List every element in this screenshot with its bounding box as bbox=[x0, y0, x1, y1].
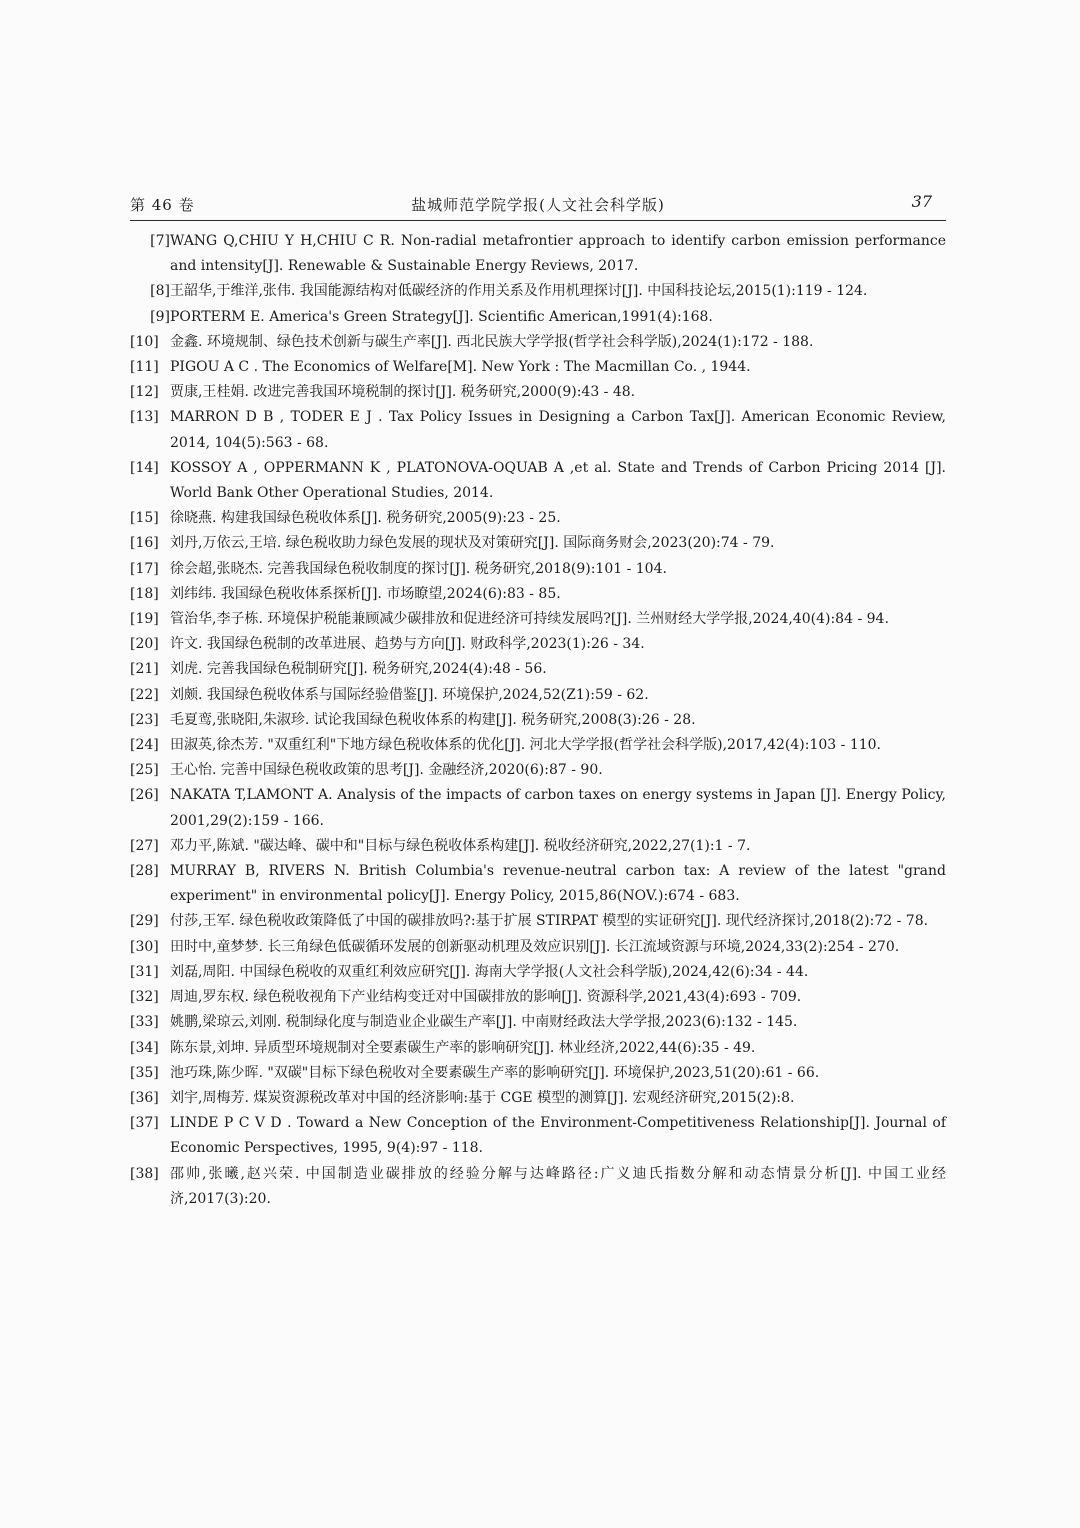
reference-number: [13] bbox=[130, 409, 159, 426]
reference-item bbox=[130, 708, 946, 733]
reference-number: [18] bbox=[130, 585, 159, 602]
reference-item bbox=[130, 632, 946, 657]
reference-text: 刘丹,万依云,王培. 绿色税收助力绿色发展的现状及对策研究[J]. 国际商务财会,2023(20):74 - 79. bbox=[170, 535, 775, 552]
running-header bbox=[130, 190, 946, 221]
reference-item bbox=[130, 1111, 946, 1161]
reference-number: [15] bbox=[130, 510, 159, 527]
reference-number: [25] bbox=[130, 762, 159, 779]
reference-item bbox=[130, 1061, 946, 1086]
reference-text: 姚鹏,梁琼云,刘刚. 税制绿化度与制造业企业碳生产率[J]. 中南财经政法大学学报,2023(6):132 - 145. bbox=[170, 1014, 798, 1031]
reference-number: [21] bbox=[130, 661, 159, 678]
reference-text: NAKATA T,LAMONT A. Analysis of the impacts of carbon taxes on energy systems in Japan [J]. Energy Policy, 2001,29(2):159 - 166. bbox=[170, 787, 946, 829]
reference-number: [17] bbox=[130, 560, 159, 577]
reference-item bbox=[130, 985, 946, 1010]
page-number: 37 bbox=[911, 192, 932, 211]
reference-item bbox=[130, 229, 946, 279]
reference-item bbox=[130, 683, 946, 708]
reference-text: 邓力平,陈斌. "碳达峰、碳中和"目标与绿色税收体系构建[J]. 税收经济研究,2022,27(1):1 - 7. bbox=[170, 837, 751, 854]
reference-text: MARRON D B , TODER E J . Tax Policy Issues in Designing a Carbon Tax[J]. American Economic Review, 2014, 104(5):563 - 68. bbox=[170, 409, 946, 451]
reference-item bbox=[130, 783, 946, 833]
reference-item bbox=[130, 355, 946, 380]
reference-text: 付莎,王军. 绿色税收政策降低了中国的碳排放吗?:基于扩展 STIRPAT 模型的实证研究[J]. 现代经济探讨,2018(2):72 - 78. bbox=[170, 913, 929, 930]
reference-text: PIGOU A C . The Economics of Welfare[M]. New York : The Macmillan Co. , 1944. bbox=[170, 359, 751, 376]
reference-text: PORTERM E. America's Green Strategy[J]. Scientific American,1991(4):168. bbox=[170, 308, 713, 325]
reference-item bbox=[130, 1036, 946, 1061]
reference-item bbox=[130, 405, 946, 455]
reference-item bbox=[130, 733, 946, 758]
reference-item bbox=[130, 834, 946, 859]
reference-text: 金鑫. 环境规制、绿色技术创新与碳生产率[J]. 西北民族大学学报(哲学社会科学版),2024(1):172 - 188. bbox=[170, 333, 814, 350]
reference-number: [37] bbox=[130, 1115, 159, 1132]
reference-item bbox=[130, 1086, 946, 1111]
reference-item bbox=[130, 330, 946, 355]
reference-number: [30] bbox=[130, 938, 159, 955]
reference-number: [29] bbox=[130, 913, 159, 930]
reference-number: [33] bbox=[130, 1014, 159, 1031]
reference-text: 徐会超,张晓杰. 完善我国绿色税收制度的探讨[J]. 税务研究,2018(9):101 - 104. bbox=[170, 560, 667, 577]
reference-item bbox=[130, 506, 946, 531]
reference-text: 刘宇,周梅芳. 煤炭资源税改革对中国的经济影响:基于 CGE 模型的测算[J]. 宏观经济研究,2015(2):8. bbox=[170, 1089, 795, 1106]
reference-number: [28] bbox=[130, 863, 159, 880]
reference-item bbox=[130, 557, 946, 582]
reference-text: 刘颇. 我国绿色税收体系与国际经验借鉴[J]. 环境保护,2024,52(Z1):59 - 62. bbox=[170, 686, 649, 703]
reference-text: 管治华,李子栋. 环境保护税能兼顾减少碳排放和促进经济可持续发展吗?[J]. 兰州财经大学学报,2024,40(4):84 - 94. bbox=[170, 611, 889, 628]
reference-item bbox=[130, 859, 946, 909]
reference-number: [34] bbox=[130, 1039, 159, 1056]
reference-number: [36] bbox=[130, 1089, 159, 1106]
reference-item bbox=[130, 305, 946, 330]
reference-item bbox=[130, 1162, 946, 1212]
reference-text: WANG Q,CHIU Y H,CHIU C R. Non-radial metafrontier approach to identify carbon emission performance and intensity[J]. Renewable & Sustainable Energy Reviews, 2017. bbox=[170, 233, 946, 275]
reference-text: 陈东景,刘坤. 异质型环境规制对全要素碳生产率的影响研究[J]. 林业经济,2022,44(6):35 - 49. bbox=[170, 1039, 756, 1056]
journal-title: 盐城师范学院学报(人文社会科学版) bbox=[411, 196, 665, 214]
reference-item bbox=[130, 279, 946, 304]
reference-text: 王心怡. 完善中国绿色税收政策的思考[J]. 金融经济,2020(6):87 - 90. bbox=[170, 762, 603, 779]
reference-list bbox=[130, 229, 946, 1212]
reference-item bbox=[130, 380, 946, 405]
reference-text: KOSSOY A , OPPERMANN K , PLATONOVA-OQUAB A ,et al. State and Trends of Carbon Pricing 2014 [J]. World Bank Other Operational Studies, 2014. bbox=[170, 459, 946, 502]
reference-item bbox=[130, 1010, 946, 1035]
reference-number: [19] bbox=[130, 611, 159, 628]
reference-text: 田淑英,徐杰芳. "双重红利"下地方绿色税收体系的优化[J]. 河北大学学报(哲学社会科学版),2017,42(4):103 - 110. bbox=[170, 737, 882, 754]
volume-label: 第 46 卷 bbox=[130, 196, 195, 214]
reference-number: [26] bbox=[130, 787, 159, 804]
reference-number: [31] bbox=[130, 963, 159, 980]
reference-item bbox=[130, 582, 946, 607]
reference-number: [10] bbox=[130, 333, 159, 350]
reference-number: [27] bbox=[130, 837, 159, 854]
reference-number: [7] bbox=[150, 233, 170, 249]
reference-number: [35] bbox=[130, 1064, 159, 1081]
reference-number: [23] bbox=[130, 711, 159, 728]
reference-item bbox=[130, 456, 946, 506]
reference-text: 刘虎. 完善我国绿色税制研究[J]. 税务研究,2024(4):48 - 56. bbox=[170, 661, 547, 678]
reference-text: 王韶华,于维洋,张伟. 我国能源结构对低碳经济的作用关系及作用机理探讨[J]. 中国科技论坛,2015(1):119 - 124. bbox=[170, 283, 868, 300]
reference-number: [12] bbox=[130, 384, 159, 401]
reference-number: [11] bbox=[130, 359, 159, 376]
reference-text: 毛夏鸾,张晓阳,朱淑珍. 试论我国绿色税收体系的构建[J]. 税务研究,2008(3):26 - 28. bbox=[170, 711, 696, 728]
reference-text: LINDE P C V D . Toward a New Conception of the Environment-Competitiveness Relationship[J]. Journal of Economic Perspectives, 1995, 9(4):97 - 118. bbox=[170, 1115, 946, 1157]
reference-item bbox=[130, 960, 946, 985]
reference-text: 许文. 我国绿色税制的改革进展、趋势与方向[J]. 财政科学,2023(1):26 - 34. bbox=[170, 636, 645, 653]
reference-number: [14] bbox=[130, 459, 159, 476]
reference-item bbox=[130, 909, 946, 934]
reference-number: [38] bbox=[130, 1165, 159, 1182]
reference-number: [9] bbox=[150, 308, 170, 325]
reference-item bbox=[130, 657, 946, 682]
reference-text: 周迪,罗东权. 绿色税收视角下产业结构变迁对中国碳排放的影响[J]. 资源科学,2021,43(4):693 - 709. bbox=[170, 989, 802, 1006]
reference-number: [8] bbox=[150, 283, 170, 300]
reference-item bbox=[130, 607, 946, 632]
reference-number: [22] bbox=[130, 686, 159, 703]
reference-number: [20] bbox=[130, 636, 159, 653]
reference-item bbox=[130, 758, 946, 783]
reference-text: MURRAY B, RIVERS N. British Columbia's revenue-neutral carbon tax: A review of the latest "grand experiment" in environmental policy[J]. Energy Policy, 2015,86(NOV.):674 - 683. bbox=[170, 863, 946, 905]
reference-item bbox=[130, 531, 946, 556]
reference-text: 田时中,童梦梦. 长三角绿色低碳循环发展的创新驱动机理及效应识别[J]. 长江流域资源与环境,2024,33(2):254 - 270. bbox=[170, 938, 900, 955]
reference-item bbox=[130, 935, 946, 960]
reference-text: 贾康,王桂娟. 改进完善我国环境税制的探讨[J]. 税务研究,2000(9):43 - 48. bbox=[170, 384, 636, 401]
reference-text: 徐晓燕. 构建我国绿色税收体系[J]. 税务研究,2005(9):23 - 25. bbox=[170, 510, 561, 527]
reference-text: 池巧珠,陈少晖. "双碳"目标下绿色税收对全要素碳生产率的影响研究[J]. 环境保护,2023,51(20):61 - 66. bbox=[170, 1064, 820, 1081]
reference-number: [32] bbox=[130, 989, 159, 1006]
reference-text: 刘纬纬. 我国绿色税收体系探析[J]. 市场瞭望,2024(6):83 - 85. bbox=[170, 585, 561, 602]
reference-number: [16] bbox=[130, 535, 159, 552]
reference-text: 邵帅,张曦,赵兴荣. 中国制造业碳排放的经验分解与达峰路径:广义迪氏指数分解和动态情景分析[J]. 中国工业经济,2017(3):20. bbox=[170, 1165, 946, 1207]
reference-number: [24] bbox=[130, 737, 159, 754]
reference-text: 刘磊,周阳. 中国绿色税收的双重红利效应研究[J]. 海南大学学报(人文社会科学版),2024,42(6):34 - 44. bbox=[170, 963, 809, 980]
